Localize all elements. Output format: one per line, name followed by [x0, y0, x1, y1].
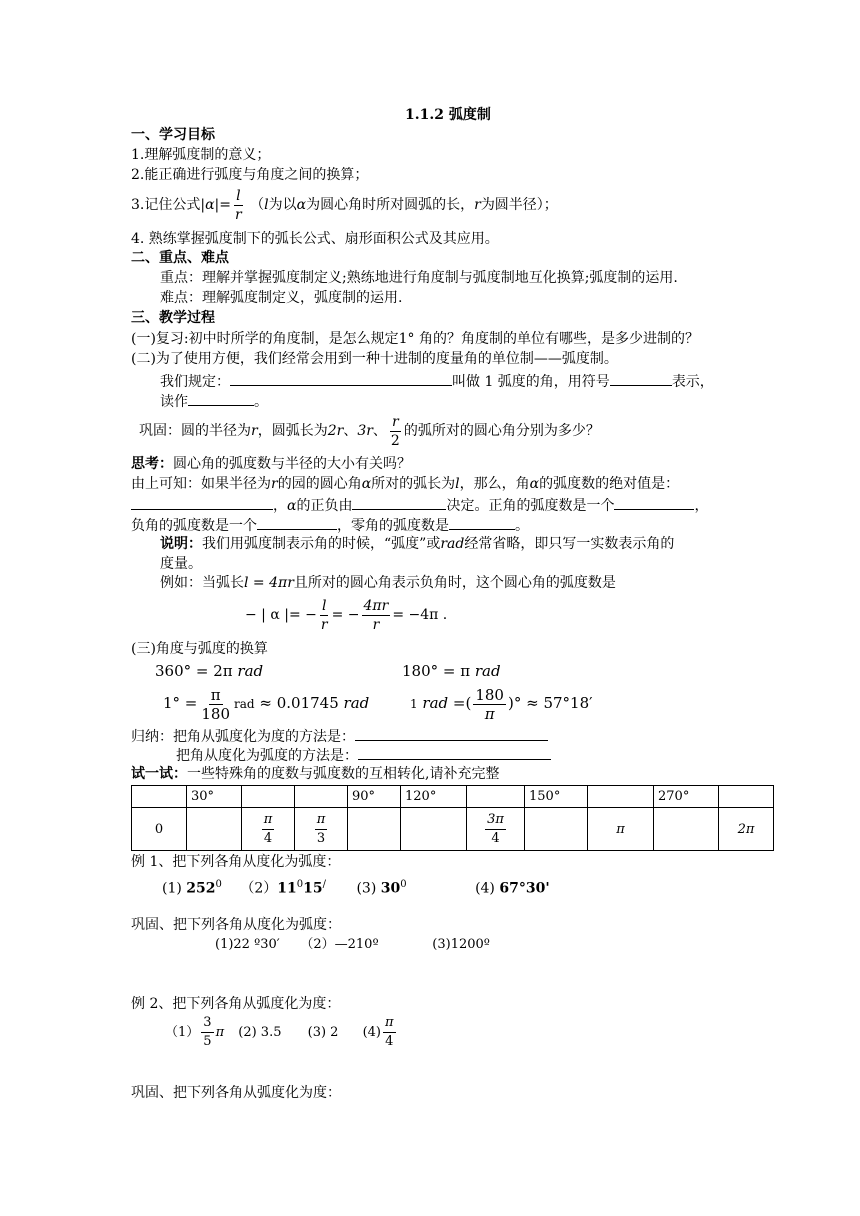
blank-positive: [614, 495, 694, 510]
conversion-1rad: 1 rad =( $\frac{180}{\pi}$ )° ≈ 57°18′: [410, 685, 593, 723]
table-cell: $\frac{\pi}{3}$: [295, 808, 348, 851]
table-cell: 2π: [719, 808, 774, 851]
conversion-180: 180° = π rad: [402, 662, 501, 680]
try-line: 试一试：一些特殊角的度数与弧度数的互相转化,请补充完整: [131, 766, 500, 782]
table-cell: [132, 786, 187, 808]
table-cell: 150°: [525, 786, 588, 808]
consolidate-2-heading: 巩固、把下列各角从弧度化为度：: [131, 1085, 341, 1101]
table-cell: [242, 786, 295, 808]
section-heading-goals: 一、学习目标: [131, 127, 215, 143]
goal-item-4: 4. 熟练掌握弧度制下的弧长公式、扇形面积公式及其应用。: [131, 231, 499, 247]
blank-sign: [352, 495, 446, 510]
negative-line: 负角的弧度数是一个 ，零角的弧度数是 。: [131, 515, 529, 535]
example-2-items: （1） $\frac{3}{5}$ π (2) 3.5 (3) 2 (4) $\frac{\pi}{4}$: [165, 1015, 394, 1049]
table-cell: [719, 786, 774, 808]
intro-text: (二)为了使用方便，我们经常会用到一种十进制的度量角的单位制——弧度制。: [131, 351, 618, 367]
example-2-heading: 例 2、把下列各角从弧度化为度：: [131, 996, 341, 1012]
blank-abs-value: [131, 495, 273, 510]
table-row-degrees: [132, 786, 774, 808]
table-cell: 90°: [348, 786, 401, 808]
note-line: 说明：我们用弧度制表示角的时候，“弧度”或rad经常省略，即只写一实数表示角的: [160, 536, 675, 552]
think-line: 思考：圆心角的弧度数与半径的大小有关吗？: [131, 456, 411, 472]
blank-summary-2: [358, 745, 551, 760]
example-line: 例如：当弧长l = 4πr且所对的圆心角表示负角时，这个圆心角的弧度数是: [160, 575, 616, 591]
note-line-2: 度量。: [160, 556, 202, 572]
goal-item-2: 2.能正确进行弧度与角度之间的换算；: [131, 167, 369, 183]
conversion-1deg: 1° = $\frac{\pi}{180}$ rad ≈ 0.01745 rad: [163, 685, 370, 723]
blank-summary-1: [355, 726, 548, 741]
table-cell: [295, 786, 348, 808]
review-text: (一)复习:初中时所学的角度制，是怎么规定1° 角的？角度制的单位有哪些，是多少进制的？: [131, 331, 699, 347]
conversion-360: 360° = 2π rad: [155, 662, 264, 680]
key-point: 重点：理解并掌握弧度制定义;熟练地进行角度制与弧度制地互化换算;弧度制的运用.: [160, 270, 678, 286]
blank-zero: [449, 515, 515, 530]
definition-line: 我们规定： 叫做 1 弧度的角，用符号 表示，: [160, 371, 714, 391]
goal-item-3: 3.记住公式|α|= $\frac{l}{r}$ （l为以α为圆心角时所对圆弧的长，r为圆半径）；: [131, 187, 558, 223]
table-cell: π: [588, 808, 654, 851]
section-heading-process: 三、教学过程: [131, 310, 215, 326]
summary-line-1: 归纳：把角从弧度化为度的方法是：: [131, 726, 548, 746]
example-formula: − | α |= − $\frac{l}{r}$ = − $\frac{4\pi r}{r}$ = −4π .: [245, 597, 448, 633]
blank-negative: [257, 515, 337, 530]
table-cell: 30°: [187, 786, 242, 808]
page-title: 1.1.2 弧度制: [405, 107, 491, 123]
table-row-radians: [132, 808, 774, 851]
table-cell: [588, 786, 654, 808]
consolidate-1-items: (1)22 º30′ （2）—210º (3)1200º: [215, 937, 490, 952]
goal-item-1: 1.理解弧度制的意义；: [131, 147, 271, 163]
example-1-heading: 例 1、把下列各角从度化为弧度：: [131, 854, 341, 870]
table-cell: 120°: [401, 786, 467, 808]
table-cell: [401, 808, 467, 851]
fraction-r-over-2: $\frac{r}{2}$: [390, 413, 400, 449]
blank-definition: [230, 371, 452, 386]
table-cell: [467, 786, 525, 808]
table-cell: [654, 808, 719, 851]
consolidate-1-heading: 巩固、把下列各角从度化为弧度：: [131, 917, 341, 933]
table-cell: 270°: [654, 786, 719, 808]
difficult-point: 难点：理解弧度制定义，弧度制的运用.: [160, 290, 403, 306]
table-cell: $\frac{\pi}{4}$: [242, 808, 295, 851]
conversion-table: [131, 785, 774, 851]
summary-line-2: 把角从度化为弧度的方法是：: [176, 745, 551, 765]
read-as-line: 读作 。: [160, 391, 268, 411]
table-cell: $\frac{3\pi}{4}$: [467, 808, 525, 851]
sign-line: ，α的正负由 决定。正角的弧度数是一个 ，: [131, 495, 708, 515]
table-cell: 0: [132, 808, 187, 851]
table-cell: [525, 808, 588, 851]
consolidate-line: 巩固：圆的半径为r，圆弧长为2r、3r、 $\frac{r}{2}$ 的弧所对的圆心角分别为多少？: [139, 413, 600, 449]
formula-l-over-r: $\frac{l}{r}$: [235, 187, 242, 223]
blank-symbol: [610, 371, 672, 386]
blank-read-as: [188, 391, 254, 406]
section-heading-key-points: 二、重点、难点: [131, 250, 229, 266]
conclusion-line: 由上可知：如果半径为r的园的圆心角α所对的弧长为l，那么，角α的弧度数的绝对值是：: [131, 476, 680, 492]
table-cell: [348, 808, 401, 851]
conversion-heading: (三)角度与弧度的换算: [131, 641, 268, 657]
table-cell: [187, 808, 242, 851]
example-1-items: (1) $252^0$ $(2)11^015^/$ (3) $30^0$ (4) 67°30': [162, 879, 550, 897]
